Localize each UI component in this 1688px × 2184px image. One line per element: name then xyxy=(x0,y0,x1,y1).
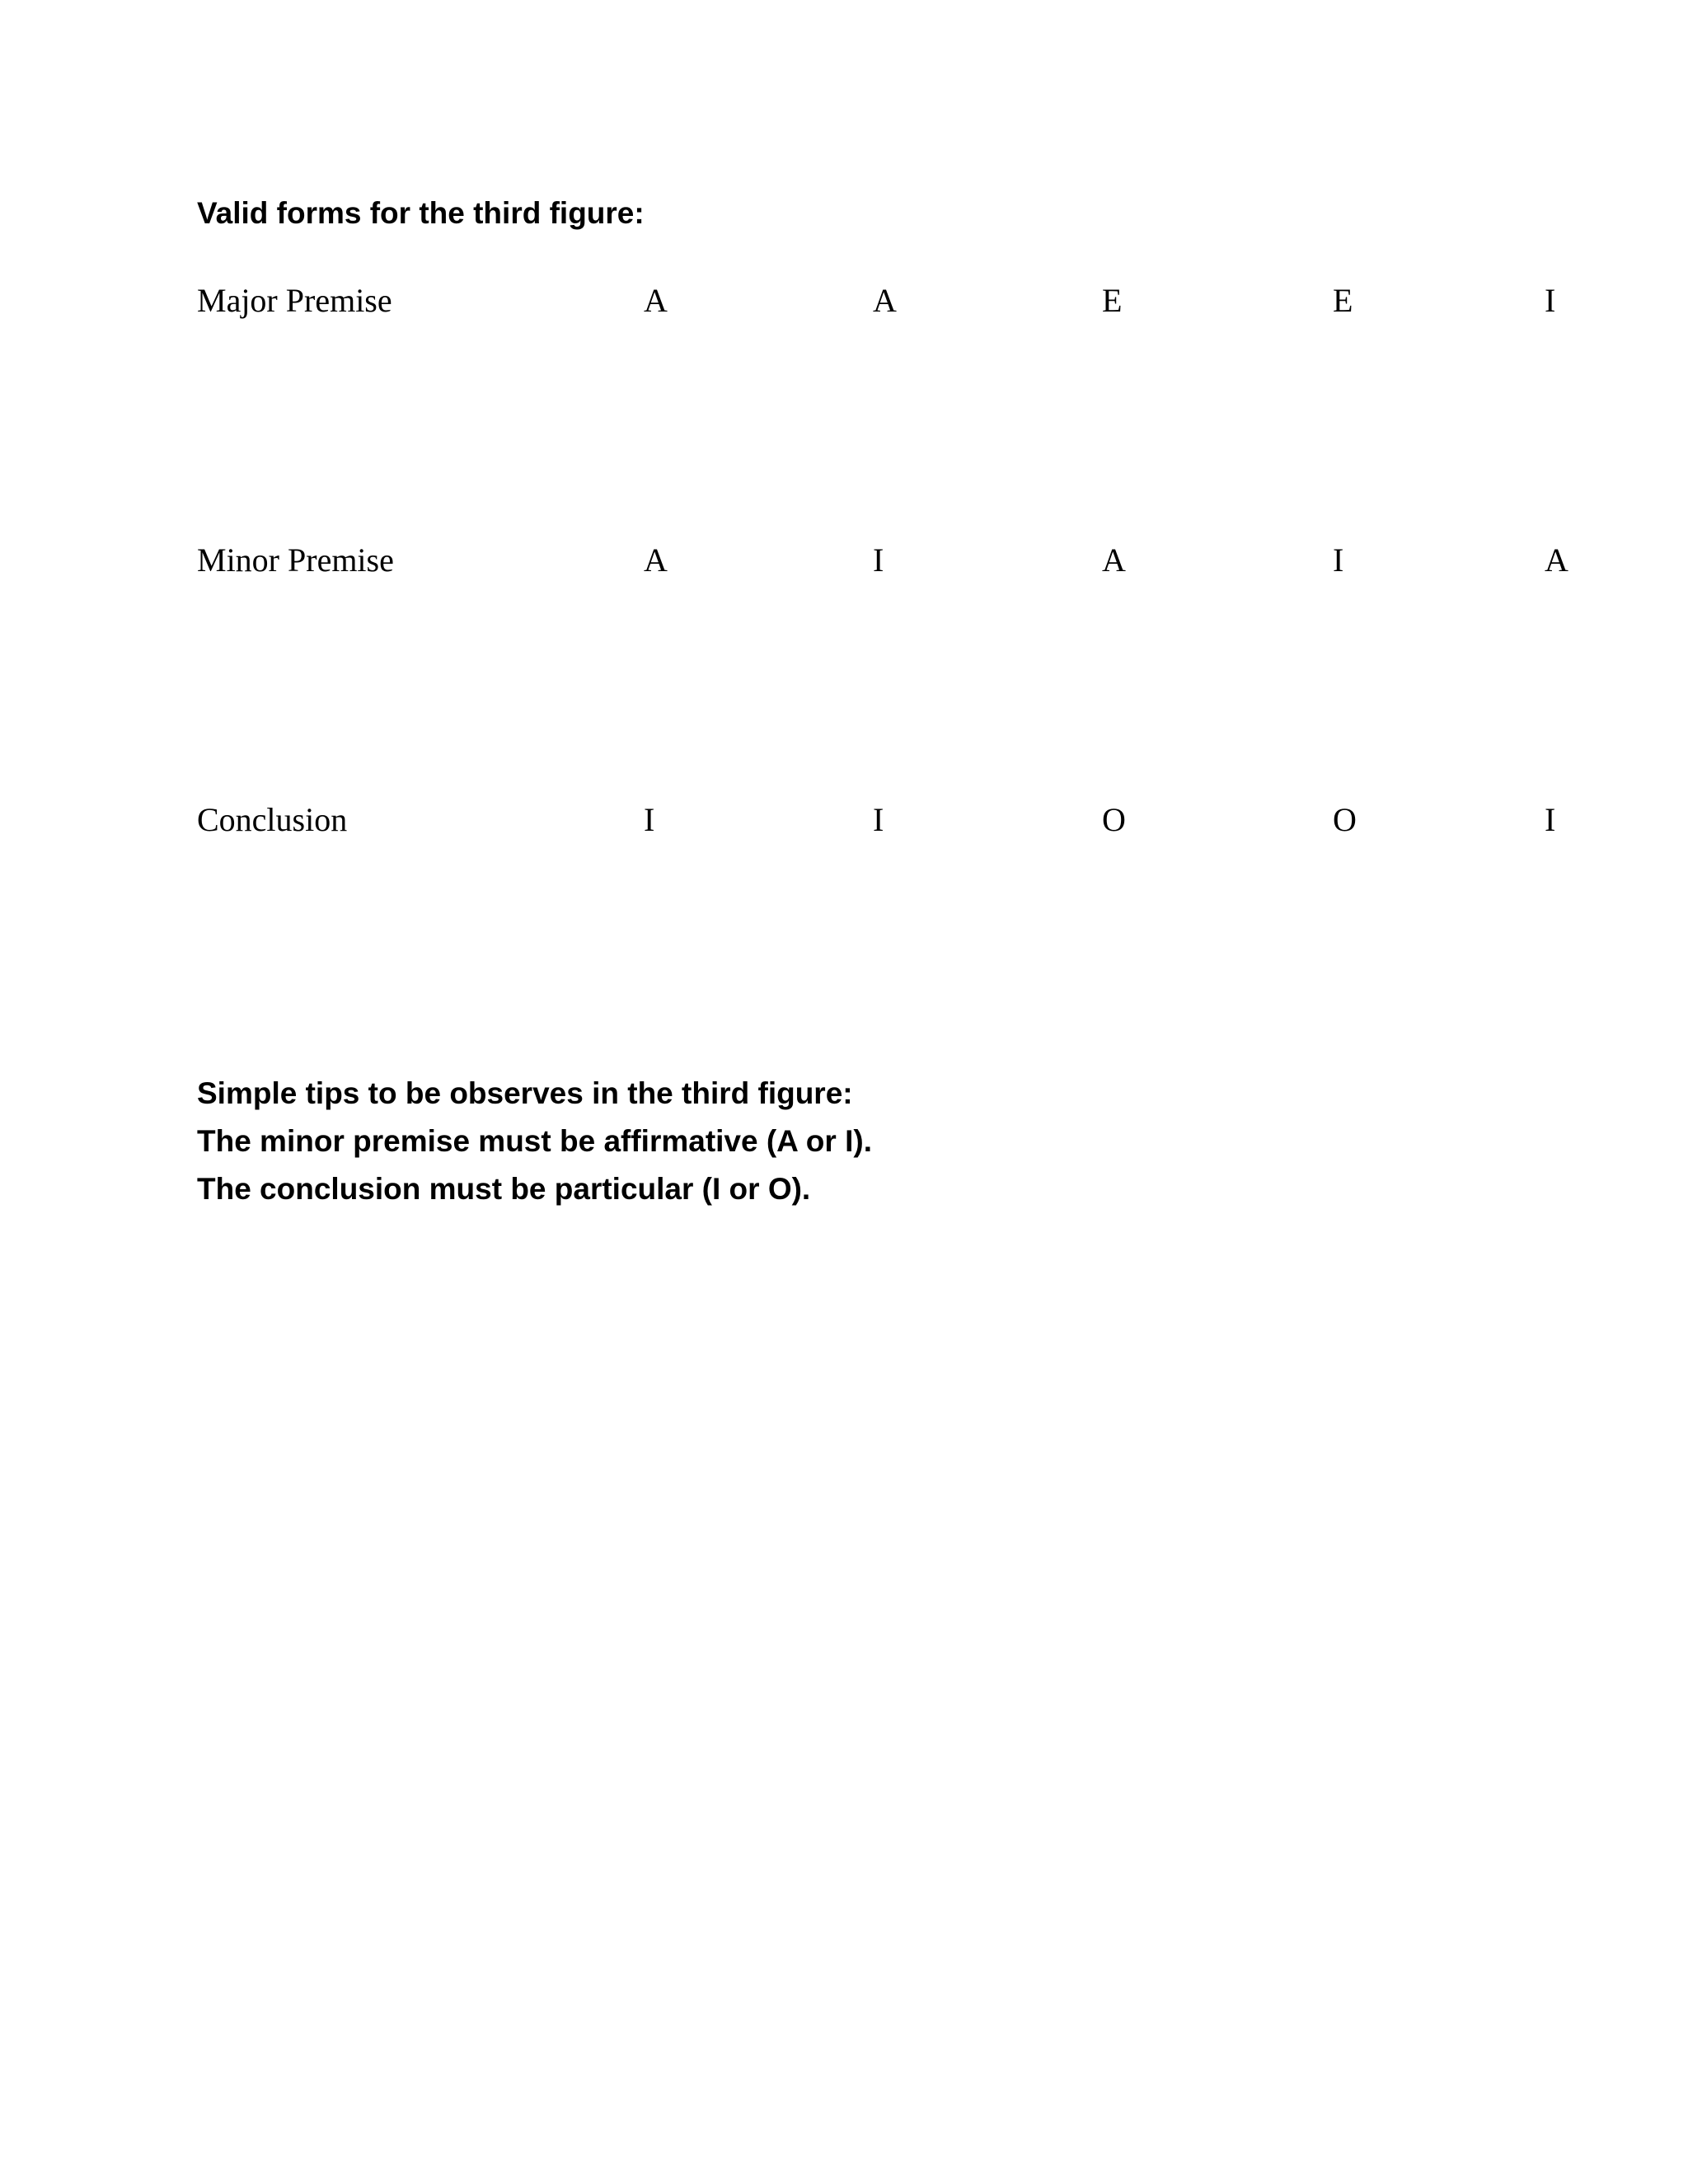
table-cell: I xyxy=(1545,282,1556,319)
tips-section xyxy=(197,1070,872,1213)
table-cell: A xyxy=(1545,541,1568,579)
table-cell: I xyxy=(1333,541,1344,579)
row-label-minor-premise: Minor Premise xyxy=(197,541,394,579)
table-cell: A xyxy=(644,541,668,579)
row-label-conclusion: Conclusion xyxy=(197,801,348,838)
table-cell: I xyxy=(1545,801,1556,838)
table-cell: I xyxy=(873,541,884,579)
table-cell: O xyxy=(1333,801,1357,838)
table-cell: O xyxy=(1102,801,1126,838)
table-cell: I xyxy=(644,801,655,838)
section-heading: Valid forms for the third figure: xyxy=(197,196,645,230)
table-cell: E xyxy=(1333,282,1353,319)
tips-title: Simple tips to be observes in the third figure: xyxy=(197,1076,853,1110)
table-cell: A xyxy=(644,282,668,319)
tip-item: The conclusion must be particular (I or O). xyxy=(197,1172,811,1206)
table-cell: E xyxy=(1102,282,1123,319)
valid-forms-table xyxy=(0,0,1688,907)
table-cell: I xyxy=(873,801,884,838)
tip-item: The minor premise must be affirmative (A or I). xyxy=(197,1124,872,1158)
table-cell: A xyxy=(873,282,897,319)
row-label-major-premise: Major Premise xyxy=(197,282,392,319)
table-cell: A xyxy=(1102,541,1126,579)
